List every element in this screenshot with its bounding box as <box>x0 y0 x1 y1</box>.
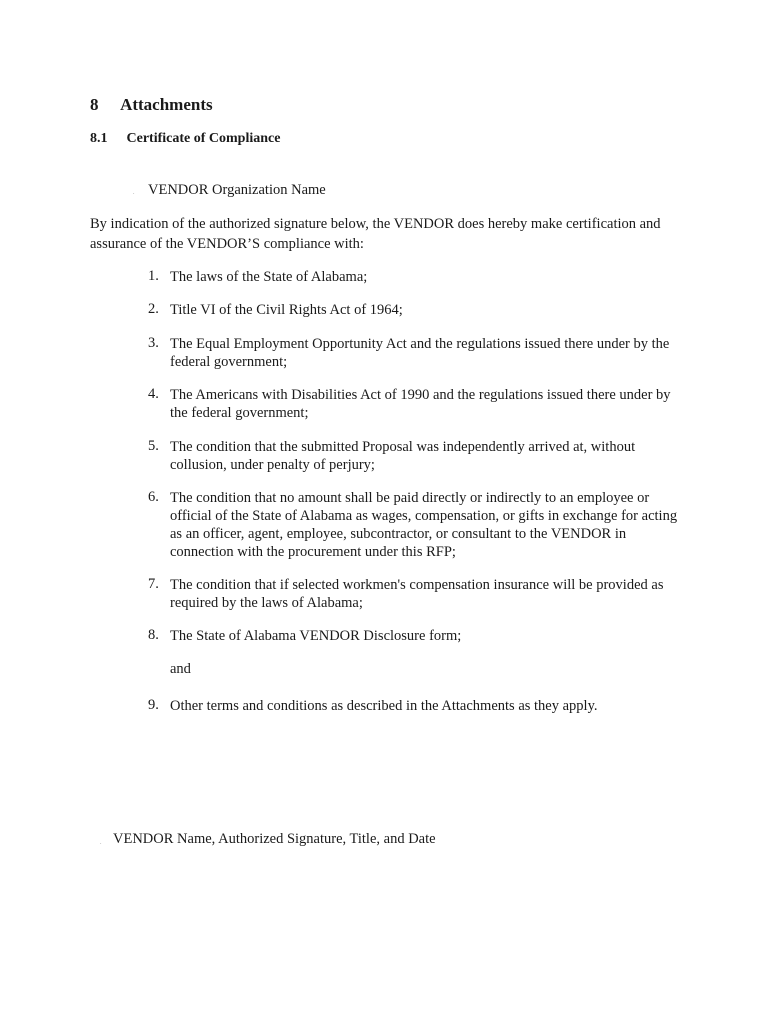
signature-line-marker: . <box>133 190 135 196</box>
intro-paragraph: By indication of the authorized signature below, the VENDOR does hereby make certification and assurance of the VENDOR’S compliance with: <box>90 216 661 252</box>
document-page: 8 Attachments 8.1 Certificate of Compliance . VENDOR Organization Name By indication of the authorized signature below, the VENDOR does hereby make certification and assurance of the VENDOR’S compliance with: 1. The laws of the State of Alabama; 2. Title VI of the Civil Rights Act of 1964; 3. The Equal Employment Opportunity Act and the regulations issued there under by the federal government; 4. The Americans with Disabilities Act of 1990 and the regulations issued there under by the federal government; 5. The condition that the submitted Proposal was independently arrived at, without collusion, under penalty of perjury; 6. The condition that no amount shall be paid directly or indirectly to an employee or official of the State of Alabama as wages, compensation, or gifts in exchange for acting as an officer, agent, employee, subcontractor, or consultant to the VENDOR in connection with the procurement under this RFP; 7. The condition that if selected workmen's compensation insurance will be provided as required by the laws of Alabama; 8. The State of Alabama VENDOR Disclosure form; and 9. Other terms and conditions as described in the Attachments as they apply. . VENDOR Name, Authorized Signature, Title, and Date <box>0 0 770 1024</box>
signature-label: VENDOR Name, Authorized Signature, Title, and Date <box>113 831 436 847</box>
section-number: 8 <box>90 95 99 114</box>
section-heading <box>90 95 213 115</box>
subsection-heading <box>90 131 280 147</box>
and-text: and <box>170 661 191 677</box>
signature-line-marker: . <box>100 840 102 846</box>
section-title: Attachments <box>120 95 213 114</box>
subsection-title: Certificate of Compliance <box>126 131 281 146</box>
vendor-org-label: VENDOR Organization Name <box>148 182 326 198</box>
subsection-number: 8.1 <box>90 131 108 146</box>
